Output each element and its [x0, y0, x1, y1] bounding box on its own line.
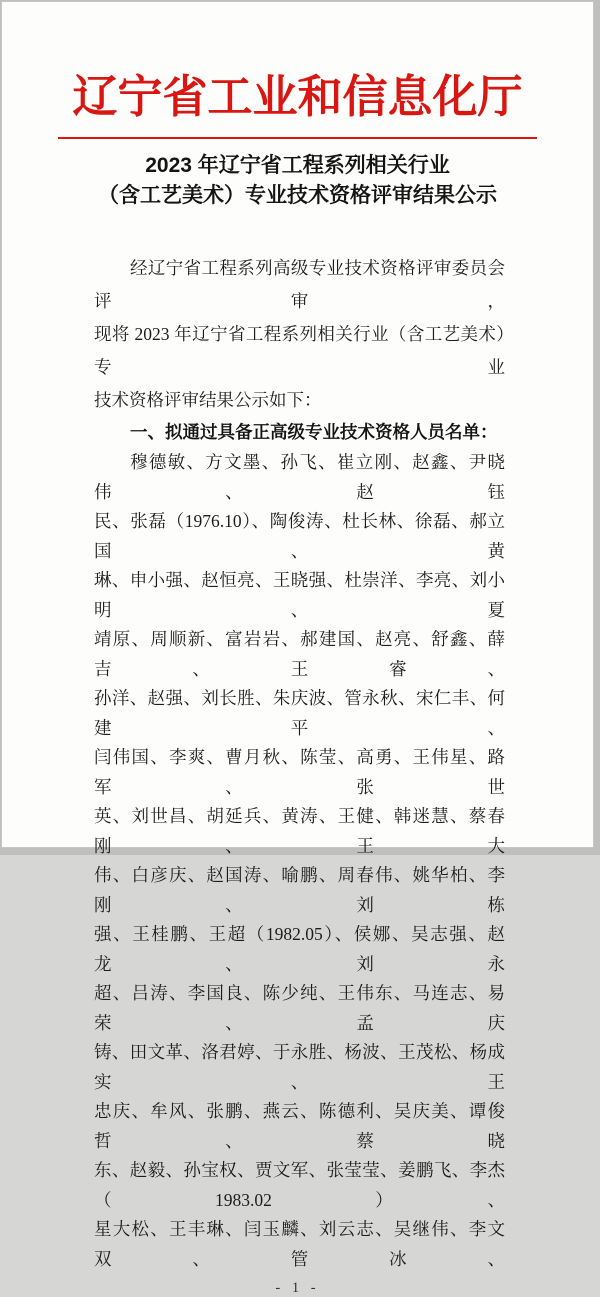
name-list-line: 忠庆、牟风、张鹏、燕云、陈德利、吴庆美、谭俊哲、蔡晓: [94, 1101, 505, 1151]
document-title: [2, 151, 593, 211]
header-divider-rule: [58, 137, 537, 139]
name-list-line: 闫伟国、李爽、曹月秋、陈莹、高勇、王伟星、路军、张世: [94, 747, 505, 797]
name-list-line: 民、张磊（1976.10）、陶俊涛、杜长林、徐磊、郝立国、黄: [94, 511, 505, 561]
name-list-line: 铸、田文革、洛君婷、于永胜、杨波、王茂松、杨成实、王: [94, 1042, 505, 1092]
name-list-line: 孙洋、赵强、刘长胜、朱庆波、管永秋、宋仁丰、何建平、: [94, 688, 505, 738]
document-page: [1, 1, 594, 1296]
section-1-name-list: [94, 448, 505, 1274]
intro-line: 经辽宁省工程系列高级专业技术资格评审委员会评审，: [94, 258, 505, 311]
document-title-line1: 2023 年辽宁省工程系列相关行业: [145, 154, 450, 177]
name-list-line: 靖原、周顺新、富岩岩、郝建国、赵亮、舒鑫、薛吉、王睿、: [94, 629, 505, 679]
intro-line: 技术资格评审结果公示如下：: [94, 390, 322, 410]
name-list-line: 强、王桂鹏、王超（1982.05）、侯娜、吴志强、赵龙、刘永: [94, 924, 505, 974]
name-list-line: 英、刘世昌、胡延兵、黄涛、王健、韩迷慧、蔡春刚、王大: [94, 806, 505, 856]
name-list-line: 东、赵毅、孙宝权、贾文军、张莹莹、姜鹏飞、李杰（1983.02）、: [94, 1160, 505, 1210]
name-list-line: 琳、申小强、赵恒亮、王晓强、杜崇洋、李亮、刘小明、夏: [94, 570, 505, 620]
name-list-line: 穆德敏、方文墨、孙飞、崔立刚、赵鑫、尹晓伟、赵钰: [94, 452, 505, 502]
name-list-line: 伟、白彦庆、赵国涛、喻鹏、周春伟、姚华柏、李刚、刘栋: [94, 865, 505, 915]
intro-line: 现将 2023 年辽宁省工程系列相关行业（含工艺美术）专业: [94, 324, 505, 377]
section-1-heading: 一、拟通过具备正高级专业技术资格人员名单：: [130, 422, 498, 442]
name-list-line: 超、吕涛、李国良、陈少纯、王伟东、马连志、易荣、孟庆: [94, 983, 505, 1033]
name-list-line: 星大松、王丰琳、闫玉麟、刘云志、吴继伟、李文双、管冰、: [94, 1219, 505, 1269]
page-number: - 1 -: [275, 1280, 320, 1296]
document-title-line2: （含工艺美术）专业技术资格评审结果公示: [98, 184, 497, 207]
document-body: [94, 252, 505, 1274]
agency-header-title: 辽宁省工业和信息化厅: [72, 72, 523, 122]
intro-paragraph: [94, 252, 505, 417]
